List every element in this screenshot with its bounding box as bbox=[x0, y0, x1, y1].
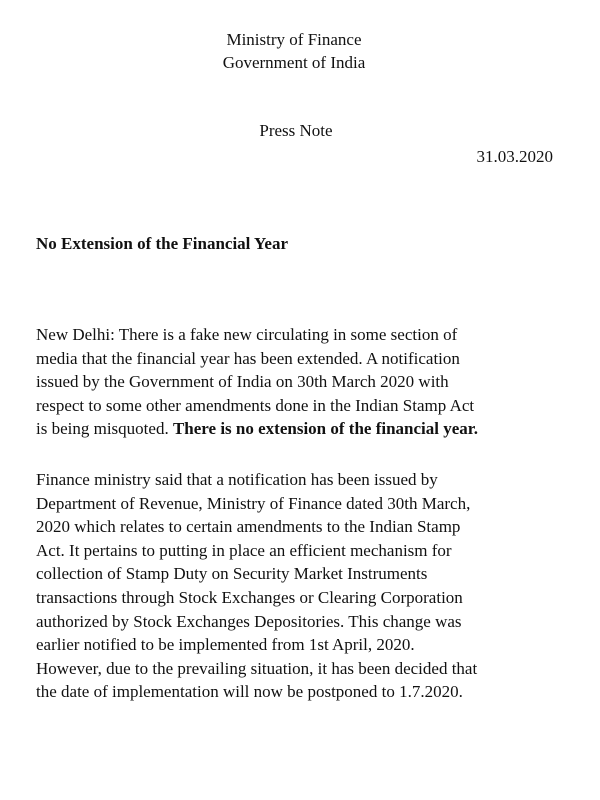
paragraph-line: transactions through Stock Exchanges or Clearing Corporation bbox=[36, 587, 463, 607]
ministry-name: Ministry of Finance bbox=[226, 30, 362, 49]
paragraph-line: 2020 which relates to certain amendments to the Indian Stamp bbox=[36, 517, 461, 537]
paragraph-2 bbox=[36, 468, 576, 704]
subject-heading: No Extension of the Financial Year bbox=[36, 234, 289, 253]
paragraph-line: However, due to the prevailing situation, it has been decided that bbox=[36, 658, 478, 678]
paragraph-1 bbox=[36, 323, 576, 441]
paragraph-line: New Delhi: There is a fake new circulating in some section of bbox=[36, 325, 458, 344]
paragraph-text: is being misquoted. bbox=[36, 419, 173, 439]
paragraph-line: Act. It pertains to putting in place an efficient mechanism for bbox=[36, 540, 452, 560]
paragraph-line: authorized by Stock Exchanges Depositories. This change was bbox=[36, 611, 462, 631]
paragraph-line bbox=[36, 417, 576, 441]
key-statement: There is no extension of the financial year. bbox=[172, 419, 479, 439]
paragraph-line: earlier notified to be implemented from 1st April, 2020. bbox=[36, 635, 415, 655]
paragraph-line: the date of implementation will now be postponed to 1.7.2020. bbox=[36, 682, 463, 702]
paragraph-line: Finance ministry said that a notification has been issued by bbox=[36, 470, 438, 489]
paragraph-line: issued by the Government of India on 30th March 2020 with bbox=[36, 372, 449, 392]
paragraph-line: respect to some other amendments done in the Indian Stamp Act bbox=[36, 395, 475, 415]
document-type: Press Note bbox=[259, 121, 333, 140]
paragraph-line: media that the financial year has been extended. A notification bbox=[36, 348, 460, 368]
government-name: Government of India bbox=[222, 53, 366, 72]
paragraph-line: collection of Stamp Duty on Security Market Instruments bbox=[36, 564, 428, 584]
paragraph-line: Department of Revenue, Ministry of Finance dated 30th March, bbox=[36, 493, 471, 513]
document-date: 31.03.2020 bbox=[476, 147, 553, 166]
